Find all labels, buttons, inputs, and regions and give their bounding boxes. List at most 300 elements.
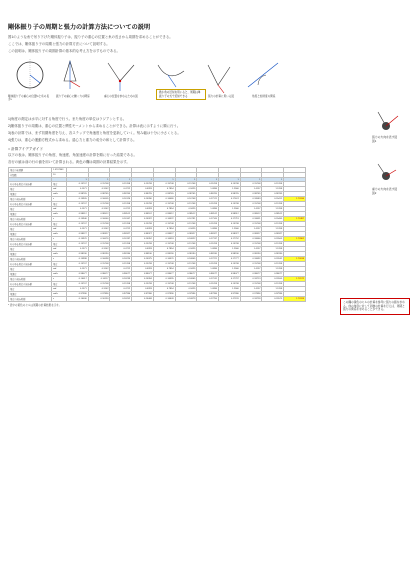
table-cell: rad bbox=[52, 187, 67, 192]
table-cell: あらゆる角度の刻み値 bbox=[9, 182, 52, 187]
table-cell: 1.4137 bbox=[240, 247, 262, 252]
table-cell: 角度 bbox=[9, 267, 52, 272]
table-cell: 0.17797 bbox=[219, 277, 241, 282]
table-cell: 0.98190 bbox=[175, 252, 197, 257]
table-cell: 0.15708 bbox=[110, 202, 132, 207]
table-cell: 1.2566 bbox=[219, 227, 241, 232]
table-cell: 0.16197 bbox=[110, 237, 132, 242]
table-cell: 0.15708 bbox=[219, 262, 241, 267]
table-cell: 0.98765 bbox=[132, 192, 154, 197]
table-cell: 0.9425 bbox=[175, 227, 197, 232]
table-cell: 0.15708 bbox=[88, 242, 110, 247]
table-cell: 0.15708 bbox=[197, 222, 219, 227]
table-cell: 0.97996 bbox=[240, 292, 262, 297]
table-cell: 0.15708 bbox=[175, 182, 197, 187]
calculation-table bbox=[8, 167, 306, 302]
table-cell: 0.6283 bbox=[132, 227, 154, 232]
table-cell: 0.1571 bbox=[67, 187, 89, 192]
table-cell: 0.4712 bbox=[110, 247, 132, 252]
table-cell: 角度 bbox=[52, 262, 67, 267]
table-cell: 0.15708 bbox=[197, 282, 219, 287]
table-cell: 0.98077 bbox=[132, 272, 154, 277]
diagram-caption: 振り子の重心に働く力の関係 bbox=[56, 95, 90, 98]
side-figure-caption: 図2 bbox=[372, 191, 377, 195]
table-cell: 0.98512 bbox=[240, 212, 262, 217]
table-cell: 0.17121 bbox=[197, 197, 219, 202]
table-cell: 0.98190 bbox=[153, 252, 175, 257]
table-cell: 0.98077 bbox=[197, 272, 219, 277]
side-figure-2 bbox=[372, 160, 406, 195]
table-cell: 0.16252 bbox=[110, 297, 132, 302]
table-cell: 0.98327 bbox=[262, 232, 284, 237]
table-cell: あらゆる角度の刻み値 bbox=[9, 222, 52, 227]
table-cell: 0.15708 bbox=[132, 222, 154, 227]
table-cell: 0.98327 bbox=[110, 232, 132, 237]
table-cell: 0.98190 bbox=[262, 252, 284, 257]
table-cell: 0.15905 bbox=[67, 197, 89, 202]
section-paragraph: 各行の値は前の行の値を用いて計算される。黄色の欄は周期の計算結果を示す。 bbox=[8, 160, 130, 164]
intro-block bbox=[8, 35, 370, 54]
table-cell: 0.15708 bbox=[110, 222, 132, 227]
table-cell: 0.15708 bbox=[197, 262, 219, 267]
table-cell: 0.98190 bbox=[88, 252, 110, 257]
table-cell: 0.20412 bbox=[262, 197, 284, 202]
table-cell: 0.98512 bbox=[262, 212, 284, 217]
table-cell: 0.15707 bbox=[67, 282, 89, 287]
table-row bbox=[9, 297, 306, 302]
page-title: 剛体振り子の周期と張力の計算方法についての説明 bbox=[8, 24, 151, 31]
table-cell: 0.98327 bbox=[175, 232, 197, 237]
table-cell: 0.20503 bbox=[262, 237, 284, 242]
table-cell: rad/s bbox=[52, 192, 67, 197]
table-cell: 0.15708 bbox=[132, 202, 154, 207]
table-cell: 0.15708 bbox=[240, 222, 262, 227]
table-cell: 0.98077 bbox=[88, 272, 110, 277]
table-cell: 1.0996 bbox=[197, 207, 219, 212]
table-cell: 0.7854 bbox=[153, 247, 175, 252]
table-cell: 0.6283 bbox=[132, 187, 154, 192]
table-cell: 1.4137 bbox=[240, 187, 262, 192]
intro-paragraph: ここでは、剛体振り子の周期と張力の計算方法について説明する。 bbox=[8, 42, 110, 46]
table-cell: 角度の刻み時間 bbox=[9, 237, 52, 242]
table-cell: 0.98765 bbox=[88, 192, 110, 197]
table-cell: 1.0996 bbox=[197, 187, 219, 192]
table-cell: 0.98512 bbox=[110, 212, 132, 217]
table-cell: 1 bbox=[197, 178, 219, 182]
table-cell: 0.15708 bbox=[197, 182, 219, 187]
table-cell: 0.16609 bbox=[153, 297, 175, 302]
table-cell: rad bbox=[52, 207, 67, 212]
intro-paragraph: 図1のような糸で吊り下げた剛体振り子は、振り子の重心の位置と糸の長さから周期を求めることができる。 bbox=[8, 35, 173, 39]
table-cell: 1.2566 bbox=[219, 187, 241, 192]
table-cell: 0.15708 bbox=[153, 282, 175, 287]
table-cell: 0.4712 bbox=[110, 187, 132, 192]
table-cell: 1.4137 bbox=[240, 207, 262, 212]
table-cell: 角速度 bbox=[9, 272, 52, 277]
table-cell: 0.98190 bbox=[197, 252, 219, 257]
table-cell: 0.98765 bbox=[153, 192, 175, 197]
table-cell: あらゆる角度の刻み値 bbox=[9, 202, 52, 207]
table-cell: rad bbox=[52, 287, 67, 292]
table-cell: 角速度 bbox=[9, 192, 52, 197]
table-cell: 0.15708 bbox=[153, 202, 175, 207]
table-cell: 0.98765 bbox=[240, 192, 262, 197]
table-cell: 0.15708 bbox=[132, 182, 154, 187]
table-cell: 0.98327 bbox=[153, 232, 175, 237]
table-cell: 角度 bbox=[52, 222, 67, 227]
diagram-row bbox=[8, 57, 370, 113]
table-cell: 0.6283 bbox=[132, 207, 154, 212]
table-cell: s bbox=[52, 297, 67, 302]
table-cell: 0.17674 bbox=[219, 197, 241, 202]
tension-figure bbox=[372, 108, 402, 134]
table-cell: 0.7854 bbox=[153, 227, 175, 232]
table-cell: 0.15708 bbox=[132, 242, 154, 247]
table-cell: 角度の刻み時間 bbox=[9, 217, 52, 222]
table-cell: 1.2566 bbox=[219, 287, 241, 292]
table-cell: 0.18666 bbox=[240, 237, 262, 242]
period-result-cell: 1.72802 bbox=[284, 237, 306, 242]
table-cell: s bbox=[52, 197, 67, 202]
period-result-cell: 1.73172 bbox=[284, 277, 306, 282]
table-cell: 0.15707 bbox=[67, 202, 89, 207]
table-cell: 0.16126 bbox=[110, 197, 132, 202]
table-cell: 0.16595 bbox=[153, 277, 175, 282]
table-cell: 0.98512 bbox=[88, 212, 110, 217]
callout-note: この欄の黄色のセルの計算を参考に張力の値を求める。他の角度に対して同様の計算を行えば、周期と張力の関係を求めることができる。 bbox=[340, 298, 410, 315]
table-cell: 0.15707 bbox=[67, 262, 89, 267]
table-cell: 0.15708 bbox=[153, 262, 175, 267]
table-cell: 0.15707 bbox=[67, 242, 89, 247]
table-cell: 0.15708 bbox=[262, 242, 284, 247]
table-cell: rad bbox=[52, 227, 67, 232]
table-cell: 0.15976 bbox=[67, 237, 89, 242]
table-cell: 0.98190 bbox=[67, 252, 89, 257]
table-cell: 0.15708 bbox=[110, 182, 132, 187]
table-cell: 1.5708 bbox=[262, 227, 284, 232]
table-cell: 0.98327 bbox=[88, 232, 110, 237]
table-cell: 10 bbox=[52, 173, 67, 178]
table-cell: 0.16522 bbox=[153, 217, 175, 222]
table-cell: 0.17811 bbox=[219, 297, 241, 302]
table-cell: 角度 bbox=[9, 207, 52, 212]
table-cell: 0.16375 bbox=[132, 257, 154, 262]
section-paragraph: 以下の表は、剛体振り子の角度、角速度、角加速度の計算を順に行った結果である。 bbox=[8, 153, 137, 157]
table-cell: 0.16865 bbox=[175, 277, 197, 282]
table-cell: 0.98190 bbox=[110, 252, 132, 257]
table-cell: 0.9425 bbox=[175, 187, 197, 192]
table-cell: s bbox=[52, 257, 67, 262]
table-cell: rad/s bbox=[52, 212, 67, 217]
body-block bbox=[8, 117, 326, 143]
table-cell: 0.16791 bbox=[175, 217, 197, 222]
side-figure-label: 張力の方向を表す図 bbox=[372, 135, 398, 139]
table-cell: 0.98077 bbox=[67, 272, 89, 277]
table-cell: 0.16167 bbox=[110, 217, 132, 222]
table-cell: 0.98512 bbox=[197, 212, 219, 217]
diagram-caption: 剛体振り子の重心の位置Gと糸の長さL bbox=[8, 95, 49, 102]
table-cell: 角度の初期値 bbox=[9, 168, 52, 173]
table-cell: 0.20573 bbox=[262, 297, 284, 302]
table-cell: 0.98512 bbox=[67, 212, 89, 217]
document-page bbox=[8, 22, 370, 307]
table-cell: 0.15708 bbox=[88, 282, 110, 287]
table-cell: 角速度 bbox=[9, 292, 52, 297]
table-cell: 角速度 bbox=[9, 212, 52, 217]
table-cell: 0.98765 bbox=[175, 192, 197, 197]
table-cell: 0.15708 bbox=[175, 242, 197, 247]
table-cell: 1.5708 bbox=[262, 287, 284, 292]
table-cell: 0.17719 bbox=[219, 217, 241, 222]
table-cell: 0.18631 bbox=[240, 217, 262, 222]
table-cell: 角度の刻み時間 bbox=[9, 257, 52, 262]
table-cell: 0.15708 bbox=[262, 202, 284, 207]
side-figure-1 bbox=[372, 108, 406, 143]
table-cell: 1.5708 bbox=[262, 247, 284, 252]
body-paragraph: 1)角度の測定は水平に対する角度で行う。また角度の単位はラジアンとする。 bbox=[8, 117, 127, 121]
table-cell: 1 bbox=[88, 178, 110, 182]
table-cell: 1.5707963 bbox=[52, 168, 67, 173]
table-cell: 0.15708 bbox=[153, 182, 175, 187]
table-cell: 0.98190 bbox=[219, 252, 241, 257]
table-cell: 1 bbox=[110, 178, 132, 182]
table-cell: 0.18692 bbox=[240, 257, 262, 262]
table-cell: 分割数 bbox=[9, 173, 52, 178]
table-cell: 0.4712 bbox=[110, 227, 132, 232]
table-cell: 0.15708 bbox=[110, 262, 132, 267]
table-cell: 0.98765 bbox=[67, 192, 89, 197]
period-result-cell: 1.72034 bbox=[284, 197, 306, 202]
table-cell: 0.15708 bbox=[132, 282, 154, 287]
table-cell: 0.15708 bbox=[219, 222, 241, 227]
table-cell: 0.6283 bbox=[132, 247, 154, 252]
body-paragraph: 2)剛体振り子の周期は、重心の位置と慣性モーメントから求めることができる。計算は表に示すように順に行う。 bbox=[8, 124, 181, 128]
table-cell: 0.18583 bbox=[240, 197, 262, 202]
table-cell: 0.98512 bbox=[132, 212, 154, 217]
table-cell: 1.0996 bbox=[197, 227, 219, 232]
table-cell: 0.97996 bbox=[67, 292, 89, 297]
table-cell: 0.7854 bbox=[153, 267, 175, 272]
table-cell: 角度 bbox=[9, 247, 52, 252]
intro-paragraph: この説明は、剛体振り子の周期計算の基本的な考え方を示すものである。 bbox=[8, 49, 120, 53]
side-figure-label: 重力の方向を表す図 bbox=[372, 187, 398, 191]
table-cell: 0.18713 bbox=[240, 277, 262, 282]
table-cell: 0.16408 bbox=[132, 297, 154, 302]
table-cell: 0.20465 bbox=[262, 217, 284, 222]
table-cell: 1 bbox=[262, 178, 284, 182]
table-cell: 0.98077 bbox=[240, 272, 262, 277]
table-cell: あらゆる角度の刻み値 bbox=[9, 262, 52, 267]
table-cell: 0.16117 bbox=[88, 277, 110, 282]
table-cell: 0.15708 bbox=[240, 242, 262, 247]
table-cell: 0.97996 bbox=[153, 292, 175, 297]
table-cell: 1.5708 bbox=[262, 267, 284, 272]
table-cell: 0.15708 bbox=[262, 222, 284, 227]
table-cell: 1 bbox=[175, 178, 197, 182]
body-paragraph: 3)表の計算では、まず初期角度を与え、各ステップで角速度と角度を更新していく。刻み幅は十分に小さくとる。 bbox=[8, 131, 181, 135]
table-cell: 0.98512 bbox=[153, 212, 175, 217]
period-result-cell: 1.73319 bbox=[284, 297, 306, 302]
table-cell: 1.4137 bbox=[240, 287, 262, 292]
table-cell: 0.16239 bbox=[110, 277, 132, 282]
table-cell: 0.1571 bbox=[67, 207, 89, 212]
table-cell: 0.15708 bbox=[175, 262, 197, 267]
table-cell: 1 bbox=[219, 178, 241, 182]
table-cell: 0.9425 bbox=[175, 267, 197, 272]
table-cell: 0.15708 bbox=[240, 182, 262, 187]
table-cell: 0.98765 bbox=[197, 192, 219, 197]
table-cell: 1 bbox=[240, 178, 262, 182]
table-cell: 0.98077 bbox=[153, 272, 175, 277]
table-cell: rad/s bbox=[52, 232, 67, 237]
section-text-block bbox=[8, 153, 326, 165]
table-cell: 角度 bbox=[52, 242, 67, 247]
table-cell: 0.15708 bbox=[240, 262, 262, 267]
table-cell: 0.15708 bbox=[88, 262, 110, 267]
table-cell: 0.4712 bbox=[110, 267, 132, 272]
table-cell: 0.15708 bbox=[197, 242, 219, 247]
table-cell: 0.6283 bbox=[132, 267, 154, 272]
table-cell: 0.16030 bbox=[67, 297, 89, 302]
table-cell: 0.9425 bbox=[175, 207, 197, 212]
table-cell: 0.16480 bbox=[153, 197, 175, 202]
table-cell: 0.98190 bbox=[240, 252, 262, 257]
table-cell: 0.17752 bbox=[219, 237, 241, 242]
table-cell: 0.1571 bbox=[67, 247, 89, 252]
table-cell: 1.5708 bbox=[262, 187, 284, 192]
diagram-caption: 張力の計算に用いる図 bbox=[208, 95, 234, 98]
table-cell: あらゆる角度の刻み値 bbox=[9, 242, 52, 247]
table-cell: 0.15708 bbox=[240, 202, 262, 207]
table-cell: 0.18728 bbox=[240, 297, 262, 302]
table-cell: 1.5708 bbox=[262, 207, 284, 212]
table-cell: 0.20555 bbox=[262, 277, 284, 282]
table-cell: 0.98327 bbox=[197, 232, 219, 237]
table-cell: 角度の刻み時間 bbox=[9, 197, 52, 202]
table-cell: 1.4137 bbox=[240, 227, 262, 232]
table-cell: 0.98765 bbox=[262, 192, 284, 197]
table-cell: 0.3142 bbox=[88, 207, 110, 212]
table-cell: 0.15708 bbox=[175, 282, 197, 287]
table-cell: 0.15708 bbox=[110, 242, 132, 247]
table-cell: 0.97996 bbox=[132, 292, 154, 297]
table-cell: 0.15708 bbox=[262, 262, 284, 267]
table-cell: 角度 bbox=[52, 182, 67, 187]
body-paragraph: 4)張力は、重心の運動方程式から求める。遠心力と重力の成分の和として計算する。 bbox=[8, 138, 137, 142]
period-result-cell: 1.72487 bbox=[284, 217, 306, 222]
table-cell: 0.15708 bbox=[197, 202, 219, 207]
table-cell: 0.15708 bbox=[262, 182, 284, 187]
table-cell: 0.15946 bbox=[67, 217, 89, 222]
side-figure-caption: 図1 bbox=[372, 139, 377, 143]
table-cell: 0.97996 bbox=[262, 292, 284, 297]
table-cell: 0.3142 bbox=[88, 267, 110, 272]
table-cell: rad/s bbox=[52, 272, 67, 277]
table-cell: 0.98765 bbox=[110, 192, 132, 197]
table-cell: 0.17197 bbox=[197, 237, 219, 242]
table-cell: rad/s bbox=[52, 252, 67, 257]
table-cell: 0.6283 bbox=[132, 287, 154, 292]
table-cell: rad bbox=[52, 247, 67, 252]
table-cell: 1.0996 bbox=[197, 267, 219, 272]
table-cell: 0.16822 bbox=[175, 237, 197, 242]
table-cell: 0.98327 bbox=[132, 232, 154, 237]
diagram-caption: 重心の位置を求めるための図 bbox=[104, 95, 138, 98]
table-cell: 0.15708 bbox=[219, 182, 241, 187]
table-cell: 0.17777 bbox=[219, 257, 241, 262]
table-cell: 0.16098 bbox=[88, 257, 110, 262]
table-cell: 0.16017 bbox=[67, 277, 89, 282]
table-cell: 0.98077 bbox=[219, 272, 241, 277]
table-cell: 0.15708 bbox=[88, 202, 110, 207]
table-cell: 1.0996 bbox=[197, 287, 219, 292]
table-cell: 0.1571 bbox=[67, 227, 89, 232]
table-cell: 0.16280 bbox=[132, 197, 154, 202]
table-cell: 0.4712 bbox=[110, 207, 132, 212]
table-cell: 0.16879 bbox=[175, 297, 197, 302]
table-cell: rad/s bbox=[52, 292, 67, 297]
table-cell: 0.9425 bbox=[175, 247, 197, 252]
table-cell: 0.98327 bbox=[240, 232, 262, 237]
table-cell: 0.98190 bbox=[132, 252, 154, 257]
table-cell: 0.15708 bbox=[153, 222, 175, 227]
table-cell: 角度 bbox=[9, 287, 52, 292]
table-cell: 角度の刻み時間 bbox=[9, 277, 52, 282]
table-cell: 0.7854 bbox=[153, 287, 175, 292]
table-cell: 角度の刻み時間 bbox=[9, 297, 52, 302]
table-cell: 角度 bbox=[9, 227, 52, 232]
note-box: 微小角の近似を用いると、周期は単振り子の式で近似できる bbox=[156, 89, 206, 100]
table-cell: 0.98077 bbox=[175, 272, 197, 277]
table-cell: 0.98512 bbox=[175, 212, 197, 217]
table-cell: 角度 bbox=[9, 187, 52, 192]
table-cell: 0.20532 bbox=[262, 257, 284, 262]
table-cell: 1.0996 bbox=[197, 247, 219, 252]
table-cell: 0.98765 bbox=[219, 192, 241, 197]
table-cell: 0.15708 bbox=[219, 242, 241, 247]
table-cell: 0.16394 bbox=[132, 277, 154, 282]
table-cell: 角度 bbox=[52, 202, 67, 207]
table-cell: 0.97996 bbox=[197, 292, 219, 297]
table-cell: 0.97996 bbox=[175, 292, 197, 297]
table-cell: rad bbox=[52, 267, 67, 272]
table-cell: 0.16130 bbox=[88, 297, 110, 302]
table-cell: 1 bbox=[132, 178, 154, 182]
table-cell: 角速度 bbox=[9, 232, 52, 237]
table-cell: 0.16553 bbox=[153, 237, 175, 242]
table-cell: 0.97996 bbox=[88, 292, 110, 297]
table-cell: 0.16748 bbox=[175, 197, 197, 202]
table-cell: 0.15708 bbox=[219, 202, 241, 207]
table-cell: 0.15707 bbox=[67, 182, 89, 187]
table-cell: 0.17255 bbox=[197, 297, 219, 302]
table-cell: 0.98327 bbox=[67, 232, 89, 237]
table-cell: 0.15708 bbox=[88, 222, 110, 227]
table-cell: 0.97996 bbox=[219, 292, 241, 297]
table-cell: 0.1571 bbox=[67, 287, 89, 292]
period-result-cell: 1.73018 bbox=[284, 257, 306, 262]
table-cell: 0.3142 bbox=[88, 227, 110, 232]
table-cell: 0.15708 bbox=[262, 282, 284, 287]
gravity-figure bbox=[372, 160, 402, 186]
table-cell: 角速度 bbox=[9, 252, 52, 257]
table-cell: 0.15708 bbox=[175, 222, 197, 227]
table-cell: 0.15708 bbox=[132, 262, 154, 267]
table-cell: 0.15708 bbox=[153, 242, 175, 247]
table-cell: s bbox=[52, 277, 67, 282]
table-footnote: * 表中の黄色のセルは周期の計算結果を示す。 bbox=[8, 304, 62, 308]
table-cell: 1 bbox=[67, 178, 89, 182]
